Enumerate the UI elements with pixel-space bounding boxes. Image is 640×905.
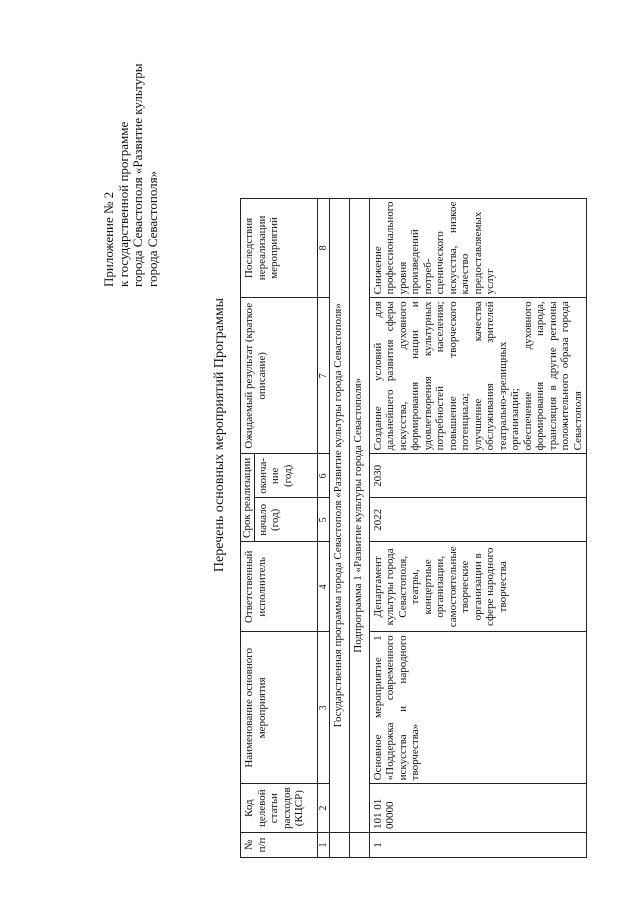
header-code: Код целевой статьи расходов (КЦСР)	[241, 784, 318, 833]
column-number: 3	[317, 632, 329, 784]
appendix-line-1: Приложение № 2	[101, 191, 116, 287]
appendix-line-2: к государственной программе	[115, 121, 131, 287]
program-title: Государственная программа города Севастополя «Развитие культуры города Севастополя»	[329, 198, 349, 832]
header-result: Ожидаемый результат (краткое описание)	[241, 298, 318, 454]
column-number: 1	[317, 833, 329, 858]
column-number-row	[317, 198, 329, 857]
header-consequences: Последствия нереализации мероприятий	[241, 198, 318, 298]
result-item: Создание условий для дальнейшего развития сферы искусства, духовного формирования нации и удовлетворения культурных потребностей населения; повышение творческого потенциала;	[371, 301, 471, 451]
row-consequences: Снижение профессионального уровня произведений потреб-сценического искусства, низкое качество предоставляемых услуг	[369, 198, 587, 298]
appendix-header	[102, 63, 160, 287]
column-number: 2	[317, 784, 329, 833]
column-number: 5	[317, 498, 329, 542]
result-item: улучшение качества обслуживания зрителей театрально-зрелищных организаций;	[471, 301, 521, 451]
column-number: 8	[317, 198, 329, 298]
result-item: обеспечение духовного формирования народа, трансляция в другие регионы положительного образа города Севастополя	[521, 301, 584, 451]
document-title: Перечень основных мероприятий Программы	[212, 297, 227, 573]
appendix-line-3: города Севастополя «Развитие культуры	[130, 63, 145, 287]
header-name: Наименование основного мероприятия	[241, 632, 318, 784]
header-term: Срок реализации	[241, 454, 255, 542]
subprogram-row-blank	[349, 833, 369, 858]
row-executor: Департамент культуры города Севастополя, театры, концертные организации, самостоятельные творческие организации в сфере народного творчества	[369, 542, 587, 632]
subprogram-row	[349, 198, 369, 857]
header-no: № п/п	[241, 833, 318, 858]
program-row	[329, 198, 349, 857]
row-result	[369, 298, 587, 454]
program-row-blank	[329, 833, 349, 858]
row-name: Основное мероприятие 1 «Поддержка современного искусства и народного творчества»	[369, 632, 587, 784]
header-executor: Ответственный исполнитель	[241, 542, 318, 632]
header-row	[241, 198, 255, 857]
column-number: 6	[317, 454, 329, 498]
row-start: 2022	[369, 498, 587, 542]
column-number: 7	[317, 298, 329, 454]
row-number: 1	[369, 833, 587, 858]
header-end: оконча-ние (год)	[254, 454, 317, 498]
header-start: начало (год)	[254, 498, 317, 542]
table-row	[369, 198, 587, 857]
measures-table	[240, 198, 587, 858]
row-code: 101 01 00000	[369, 784, 587, 833]
subprogram-title: Подпрограмма 1 «Развитие культуры города Севастополя»	[349, 198, 369, 832]
column-number: 4	[317, 542, 329, 632]
appendix-line-4: города Севастополя»	[144, 170, 160, 287]
row-end: 2030	[369, 454, 587, 498]
